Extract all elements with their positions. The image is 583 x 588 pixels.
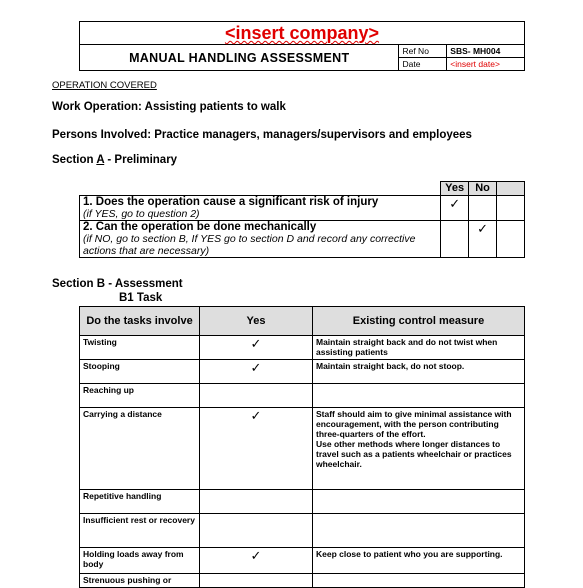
col-no-header: No xyxy=(469,182,497,196)
date-label: Date xyxy=(399,58,447,71)
table-row xyxy=(80,336,525,360)
question-row xyxy=(80,221,525,258)
section-a-title xyxy=(52,154,177,166)
question-1 xyxy=(80,196,441,221)
ref-no-label: Ref No xyxy=(399,45,447,58)
measure-cell: Maintain straight back, do not stoop. xyxy=(313,360,525,384)
header-table xyxy=(79,21,525,71)
measure-cell xyxy=(313,490,525,514)
question-row xyxy=(80,196,525,221)
question-1-yes: ✓ xyxy=(441,196,469,221)
table-row xyxy=(80,574,525,588)
measure-cell xyxy=(313,574,525,588)
yes-cell: ✓ xyxy=(200,408,313,490)
task-cell: Insufficient rest or recovery xyxy=(80,514,200,548)
operation-covered-heading: OPERATION COVERED xyxy=(52,80,157,91)
yes-cell: ✓ xyxy=(200,336,313,360)
question-2-yes xyxy=(441,221,469,258)
section-b-table xyxy=(79,306,525,588)
question-2-no: ✓ xyxy=(469,221,497,258)
question-2 xyxy=(80,221,441,258)
question-2-text: 2. Can the operation be done mechanically xyxy=(83,221,317,233)
table-row xyxy=(80,408,525,490)
task-cell: Carrying a distance xyxy=(80,408,200,490)
measure-cell: Maintain straight back and do not twist when assisting patients xyxy=(313,336,525,360)
header-yes: Yes xyxy=(200,307,313,336)
section-a-suffix: - Preliminary xyxy=(104,154,178,166)
persons-involved: Persons Involved: Practice managers, managers/supervisors and employees xyxy=(52,129,472,141)
table-row xyxy=(80,384,525,408)
question-2-note: (if NO, go to section B, If YES go to section D and record any corrective actions that are necessary) xyxy=(83,233,416,257)
yes-cell xyxy=(200,490,313,514)
header-tasks: Do the tasks involve xyxy=(80,307,200,336)
measure-cell xyxy=(313,514,525,548)
section-a-letter: A xyxy=(96,154,105,166)
task-cell: Strenuous pushing or xyxy=(80,574,200,588)
header-control-measure: Existing control measure xyxy=(313,307,525,336)
measure-cell xyxy=(313,384,525,408)
yes-cell xyxy=(200,574,313,588)
table-row xyxy=(80,490,525,514)
date-value: <insert date> xyxy=(447,58,525,71)
yes-cell xyxy=(200,384,313,408)
task-cell: Repetitive handling xyxy=(80,490,200,514)
question-2-extra xyxy=(497,221,525,258)
question-1-no xyxy=(469,196,497,221)
ref-no-value: SBS- MH004 xyxy=(447,45,525,58)
col-yes-header: Yes xyxy=(441,182,469,196)
document-title: MANUAL HANDLING ASSESSMENT xyxy=(80,45,399,71)
section-a-table xyxy=(79,181,525,258)
measure-cell: Staff should aim to give minimal assistance with encouragement, with the person contributing three-quarters of the effort. Use other methods where longer distances to travel such as a patients wheelchair or practices wheelchair. xyxy=(313,408,525,490)
work-operation: Work Operation: Assisting patients to walk xyxy=(52,101,286,113)
company-name: <insert company> xyxy=(224,23,380,43)
section-a-prefix: Section xyxy=(52,154,97,166)
section-a-blank-header xyxy=(80,182,441,196)
task-cell: Reaching up xyxy=(80,384,200,408)
table-row xyxy=(80,360,525,384)
question-1-note: (if YES, go to question 2) xyxy=(83,208,200,220)
table-row xyxy=(80,514,525,548)
company-placeholder xyxy=(80,22,525,45)
col-extra-header xyxy=(497,182,525,196)
table-row xyxy=(80,548,525,574)
question-1-extra xyxy=(497,196,525,221)
b1-task-label: B1 Task xyxy=(119,292,163,304)
yes-cell xyxy=(200,514,313,548)
task-cell: Holding loads away from body xyxy=(80,548,200,574)
task-cell: Twisting xyxy=(80,336,200,360)
section-b-title: Section B - Assessment xyxy=(52,278,183,290)
yes-cell: ✓ xyxy=(200,360,313,384)
measure-cell: Keep close to patient who you are supporting. xyxy=(313,548,525,574)
task-cell: Stooping xyxy=(80,360,200,384)
question-1-text: 1. Does the operation cause a significant risk of injury xyxy=(83,196,379,208)
yes-cell: ✓ xyxy=(200,548,313,574)
